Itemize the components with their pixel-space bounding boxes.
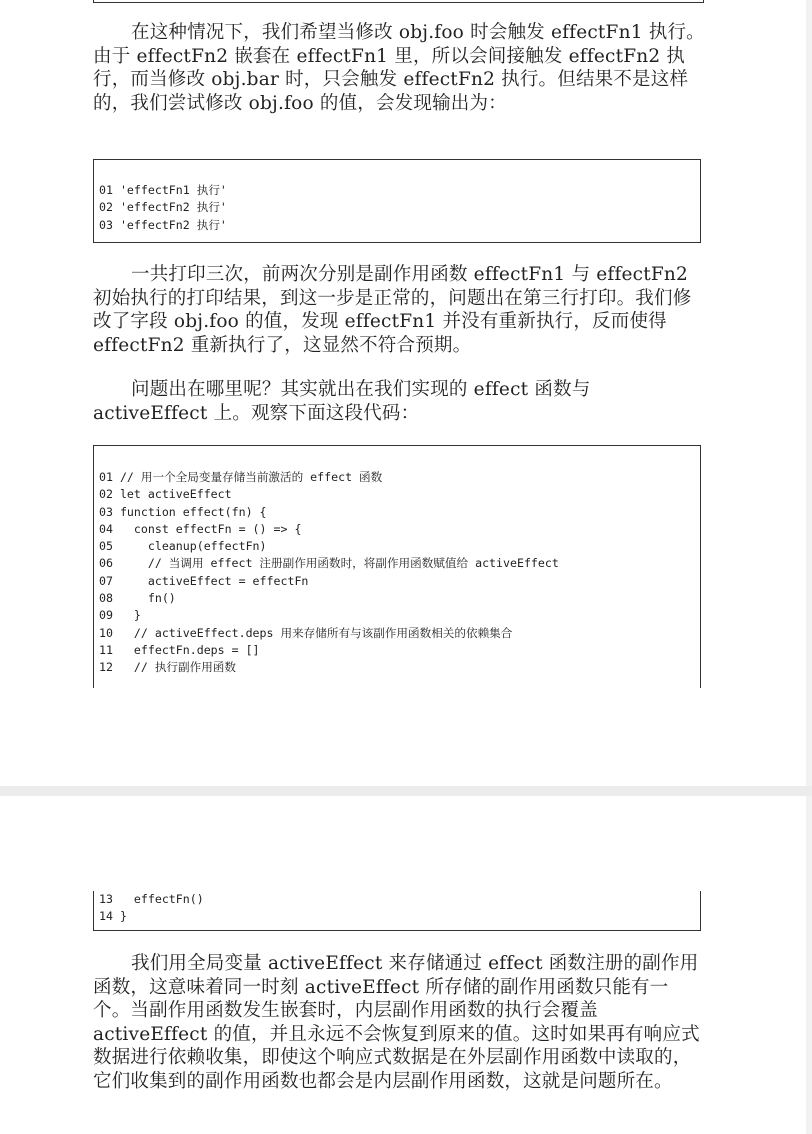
paragraph-2: 一共打印三次，前两次分别是副作用函数 effectFn1 与 effectFn2 初始执行的打印结果，到这一步是正常的，问题出在第三行打印。我们修改了字段 obj.foo 的值，发现 effectFn1 并没有重新执行，反而使得 effectFn2 重新执行了，这显然不符合预期。 (93, 264, 692, 356)
code-line: 07 activeEffect = effectFn (99, 573, 309, 588)
code-line: 05 cleanup(effectFn) (99, 539, 267, 554)
code-line: 01 'effectFn1 执行' (99, 183, 227, 197)
code-line: 02 let activeEffect (99, 487, 232, 502)
paragraph-1: 在这种情况下，我们希望当修改 obj.foo 时会触发 effectFn1 执行。由于 effectFn2 嵌套在 effectFn1 里，所以会间接触发 effectFn2 执行，而当修改 obj.bar 时，只会触发 effectFn2 执行。但结果不是这样的，我们尝试修改 obj.foo 的值，会发现输出为： (93, 22, 705, 114)
code-line: 09 } (99, 608, 141, 623)
code-line: 04 const effectFn = () => { (99, 521, 302, 536)
code-line: 13 effectFn() (99, 892, 204, 906)
paragraph-4: 我们用全局变量 activeEffect 来存储通过 effect 函数注册的副作用函数，这意味着同一时刻 activeEffect 所存储的副作用函数只能有一个。当副作用函数发生嵌套时，内层副作用函数的执行会覆盖 activeEffect 的值，并且永远不会恢复到原来的值。这时如果再有响应式数据进行依赖收集，即使这个响应式数据是在外层副作用函数中读取的，它们收集到的副作用函数也都会是内层副作用函数，这就是问题所在。 (93, 953, 700, 1092)
code-line: 14 } (99, 909, 127, 924)
page-break (0, 786, 812, 796)
code-line: 01 // 用一个全局变量存储当前激活的 effect 函数 (99, 470, 383, 484)
code-line: 02 'effectFn2 执行' (99, 200, 227, 215)
effect-code-block-part1 (93, 445, 701, 688)
code-line: 06 // 当调用 effect 注册副作用函数时，将副作用函数赋值给 activeEffect (99, 556, 559, 571)
code-line: 12 // 执行副作用函数 (99, 660, 236, 675)
code-line: 08 fn() (99, 591, 176, 606)
code-line: 11 effectFn.deps = [] (99, 642, 260, 657)
code-line: 10 // activeEffect.deps 用来存储所有与该副作用函数相关的依赖集合 (99, 625, 513, 640)
code-line: 03 function effect(fn) { (99, 504, 267, 519)
effect-code-block-part2 (93, 891, 701, 931)
code-line: 03 'effectFn2 执行' (99, 217, 227, 232)
page-right-edge (806, 0, 812, 1134)
previous-code-box-bottom (93, 0, 704, 3)
output-code-block (93, 159, 701, 243)
paragraph-3: 问题出在哪里呢？其实就出在我们实现的 effect 函数与 activeEffect 上。观察下面这段代码： (93, 379, 591, 424)
